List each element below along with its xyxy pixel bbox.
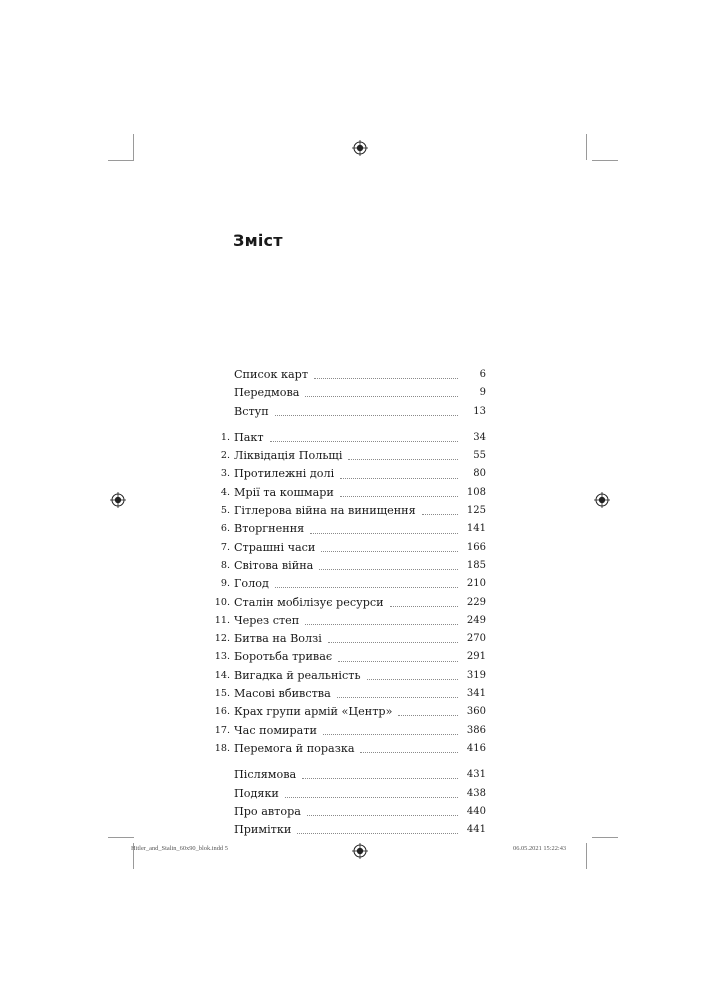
dot-leader — [338, 660, 458, 662]
toc-entry-page-number: 125 — [466, 505, 486, 517]
dot-leader — [337, 696, 458, 698]
dot-leader — [323, 733, 458, 735]
toc-entry-page-number: 386 — [466, 724, 486, 736]
toc-entry-page-number: 440 — [466, 805, 486, 817]
toc-entry — [212, 465, 486, 483]
toc-entry-page-number: 210 — [466, 578, 486, 590]
toc-entry-title: Примітки — [234, 823, 292, 837]
toc-entry-page-number: 166 — [466, 541, 486, 553]
toc-entry-page-number: 108 — [466, 486, 486, 498]
toc-entry-page-number: 441 — [466, 824, 486, 836]
toc-entry-page-number: 341 — [466, 688, 486, 700]
toc-entry-page-number: 229 — [466, 596, 486, 608]
dot-leader — [302, 777, 458, 779]
toc-entry — [212, 630, 486, 648]
toc-entry — [212, 703, 486, 721]
dot-leader — [348, 458, 458, 460]
toc-entry-title: Протилежні долі — [234, 467, 335, 481]
dot-leader — [340, 477, 458, 479]
dot-leader — [297, 832, 458, 834]
toc-entry — [212, 502, 486, 520]
toc-entry-number: 16. — [214, 706, 230, 718]
toc-entry-title: Час помирати — [234, 723, 317, 737]
toc-entry-title: Пакт — [234, 430, 264, 444]
toc-entry-number: 7. — [220, 541, 230, 553]
crop-mark-bottom-left-horizontal — [108, 837, 134, 838]
toc-entry-number: 11. — [214, 614, 230, 626]
toc-entry-title: Вигадка й реальність — [234, 668, 361, 682]
dot-leader — [360, 751, 458, 753]
table-of-contents — [212, 366, 486, 839]
dot-leader — [275, 414, 458, 416]
dot-leader — [307, 814, 458, 816]
toc-entry-number: 17. — [214, 724, 230, 736]
toc-entry — [212, 484, 486, 502]
toc-entry-title: Боротьба триває — [234, 650, 333, 664]
toc-entry-page-number: 249 — [466, 614, 486, 626]
toc-entry-title: Про автора — [234, 804, 301, 818]
dot-leader — [270, 440, 458, 442]
toc-entry-page-number: 80 — [473, 468, 486, 480]
dot-leader — [275, 586, 458, 588]
toc-entry-number: 5. — [220, 505, 230, 517]
toc-entry-page-number: 34 — [473, 431, 486, 443]
chapter-list — [212, 429, 486, 758]
toc-entry-title: Сталін мобілізує ресурси — [234, 595, 384, 609]
registration-mark-icon — [352, 843, 368, 859]
toc-entry-page-number: 360 — [466, 706, 486, 718]
slug-datetime: 06.05.2021 15:22:43 — [513, 845, 567, 852]
toc-entry — [212, 722, 486, 740]
toc-entry-number: 14. — [214, 669, 230, 681]
dot-leader — [398, 714, 458, 716]
toc-entry — [212, 447, 486, 465]
toc-entry-title: Подяки — [234, 786, 279, 800]
dot-leader — [340, 495, 458, 497]
crop-mark-top-left-horizontal — [108, 160, 134, 161]
toc-entry-number: 12. — [214, 633, 230, 645]
toc-entry — [212, 520, 486, 538]
dot-leader — [328, 641, 458, 643]
toc-entry — [212, 612, 486, 630]
toc-entry-title: Мрії та кошмари — [234, 485, 334, 499]
dot-leader — [314, 377, 458, 379]
toc-entry-title: Масові вбивства — [234, 687, 331, 701]
crop-mark-bottom-right-vertical — [586, 843, 587, 869]
toc-entry-number: 2. — [220, 450, 230, 462]
toc-entry-number: 6. — [220, 523, 230, 535]
toc-entry-title: Через степ — [234, 613, 300, 627]
toc-entry-title: Світова війна — [234, 558, 314, 572]
toc-entry-page-number: 431 — [466, 769, 486, 781]
dot-leader — [367, 678, 458, 680]
crop-mark-top-left-vertical — [133, 134, 134, 160]
toc-entry-title: Голод — [234, 577, 269, 591]
dot-leader — [305, 623, 458, 625]
toc-entry — [212, 648, 486, 666]
toc-entry-page-number: 13 — [473, 405, 486, 417]
slug-filename: Hitler_and_Stalin_60x90_blok.indd 5 — [131, 845, 228, 852]
crop-mark-bottom-right-horizontal — [592, 837, 618, 838]
toc-entry-title: Список карт — [234, 368, 309, 381]
toc-entry-title: Страшні часи — [234, 540, 316, 554]
toc-entry-page-number: 291 — [466, 651, 486, 663]
toc-entry-title: Крах групи армій «Центр» — [234, 705, 393, 719]
registration-mark-icon — [352, 140, 368, 156]
dot-leader — [285, 796, 458, 798]
toc-entry-number: 10. — [214, 596, 230, 608]
toc-entry-title: Передмова — [234, 386, 300, 400]
toc-entry — [212, 821, 486, 839]
dot-leader — [422, 513, 458, 515]
toc-entry-page-number: 9 — [479, 387, 486, 399]
front-matter-list — [212, 366, 486, 421]
toc-entry-page-number: 416 — [466, 742, 486, 754]
toc-entry — [212, 785, 486, 803]
toc-entry-number: 9. — [220, 578, 230, 590]
toc-entry-title: Гітлерова війна на винищення — [234, 504, 416, 518]
toc-entry-page-number: 185 — [466, 559, 486, 571]
dot-leader — [310, 532, 458, 534]
toc-entry-title: Вторгнення — [234, 522, 305, 536]
toc-entry-number: 1. — [220, 431, 230, 443]
toc-entry — [212, 366, 486, 384]
toc-entry — [212, 685, 486, 703]
registration-mark-icon — [594, 492, 610, 508]
toc-entry — [212, 429, 486, 447]
toc-entry-page-number: 438 — [466, 787, 486, 799]
toc-entry-title: Битва на Волзі — [234, 632, 322, 646]
toc-entry-number: 4. — [220, 486, 230, 498]
toc-entry — [212, 403, 486, 421]
toc-entry-title: Вступ — [234, 404, 269, 418]
toc-entry-title: Перемога й поразка — [234, 741, 355, 755]
dot-leader — [321, 550, 458, 552]
registration-mark-icon — [110, 492, 126, 508]
crop-mark-top-right-vertical — [586, 134, 587, 160]
toc-entry-page-number: 6 — [479, 369, 486, 380]
toc-entry — [212, 766, 486, 784]
toc-entry-page-number: 141 — [466, 523, 486, 535]
toc-entry-title: Ліквідація Польщі — [234, 449, 343, 463]
crop-mark-top-right-horizontal — [592, 160, 618, 161]
toc-entry-page-number: 55 — [473, 450, 486, 462]
toc-entry — [212, 575, 486, 593]
dot-leader — [319, 568, 458, 570]
toc-entry-title: Післямова — [234, 768, 297, 782]
toc-entry — [212, 803, 486, 821]
toc-entry — [212, 740, 486, 758]
toc-entry — [212, 384, 486, 402]
toc-entry — [212, 557, 486, 575]
back-matter-list — [212, 766, 486, 839]
dot-leader — [305, 395, 458, 397]
toc-entry — [212, 667, 486, 685]
dot-leader — [390, 605, 458, 607]
toc-entry-page-number: 319 — [466, 669, 486, 681]
toc-entry — [212, 594, 486, 612]
toc-entry — [212, 539, 486, 557]
toc-entry-number: 18. — [214, 742, 230, 754]
toc-entry-number: 15. — [214, 688, 230, 700]
toc-entry-number: 13. — [214, 651, 230, 663]
page-title: Зміст — [233, 231, 283, 250]
toc-entry-number: 8. — [220, 559, 230, 571]
toc-entry-page-number: 270 — [466, 633, 486, 645]
toc-entry-number: 3. — [220, 468, 230, 480]
